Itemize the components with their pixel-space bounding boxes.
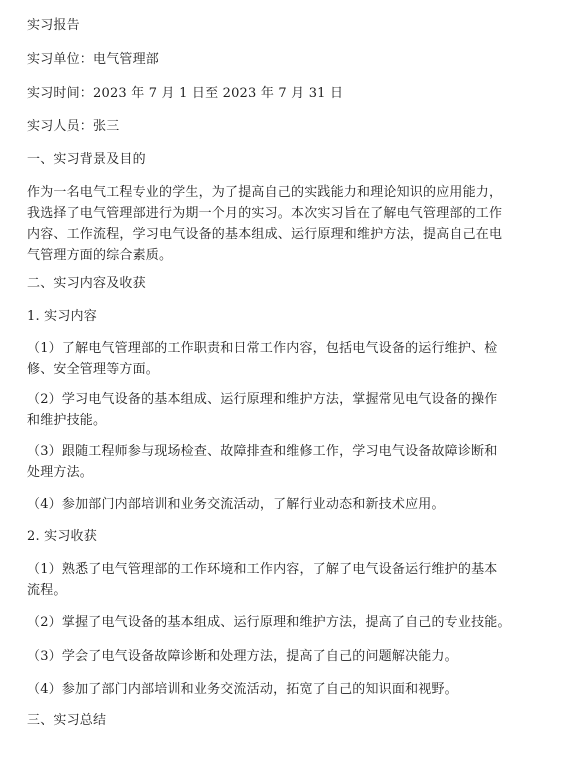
item-line: 和维护技能。 xyxy=(27,413,107,428)
content-item-1 xyxy=(27,338,537,380)
subheading-gains: 2. 实习收获 xyxy=(27,529,97,544)
gain-item-1 xyxy=(27,559,537,601)
gain-item-4 xyxy=(27,679,537,700)
internship-person: 实习人员：张三 xyxy=(27,119,120,134)
item-line: （1）了解电气管理部的工作职责和日常工作内容，包括电气设备的运行维护、检 xyxy=(27,341,498,356)
content-item-3 xyxy=(27,441,537,483)
internship-time: 实习时间：2023 年 7 月 1 日至 2023 年 7 月 31 日 xyxy=(27,86,344,101)
content-item-2 xyxy=(27,389,537,431)
item-line: （1）熟悉了电气管理部的工作环境和工作内容，了解了电气设备运行维护的基本 xyxy=(27,562,498,577)
item-line: （2）掌握了电气设备的基本组成、运行原理和维护方法，提高了自己的专业技能。 xyxy=(27,615,511,630)
background-paragraph xyxy=(27,182,537,266)
paragraph-line: 内容、工作流程，学习电气设备的基本组成、运行原理和维护方法，提高自己在电 xyxy=(27,227,503,242)
item-line: （3）跟随工程师参与现场检查、故障排查和维修工作，学习电气设备故障诊断和 xyxy=(27,444,498,459)
item-line: （3）学会了电气设备故障诊断和处理方法，提高了自己的问题解决能力。 xyxy=(27,649,458,664)
section-heading-background: 一、实习背景及目的 xyxy=(27,152,146,167)
item-line: 修、安全管理等方面。 xyxy=(27,362,160,377)
content-item-4 xyxy=(27,494,537,515)
paragraph-line: 作为一名电气工程专业的学生，为了提高自己的实践能力和理论知识的应用能力， xyxy=(27,185,503,200)
internship-unit: 实习单位：电气管理部 xyxy=(27,52,160,67)
item-line: （2）学习电气设备的基本组成、运行原理和维护方法，掌握常见电气设备的操作 xyxy=(27,392,498,407)
section-heading-summary: 三、实习总结 xyxy=(27,713,107,728)
document-title: 实习报告 xyxy=(27,18,80,33)
item-line: （4）参加了部门内部培训和业务交流活动，拓宽了自己的知识面和视野。 xyxy=(27,682,458,697)
item-line: 流程。 xyxy=(27,583,67,598)
paragraph-line: 我选择了电气管理部进行为期一个月的实习。本次实习旨在了解电气管理部的工作 xyxy=(27,206,503,221)
section-heading-content: 二、实习内容及收获 xyxy=(27,276,146,291)
paragraph-line: 气管理方面的综合素质。 xyxy=(27,248,173,263)
subheading-content: 1. 实习内容 xyxy=(27,309,97,324)
gain-item-3 xyxy=(27,646,537,667)
item-line: 处理方法。 xyxy=(27,465,94,480)
gain-item-2 xyxy=(27,612,537,633)
item-line: （4）参加部门内部培训和业务交流活动，了解行业动态和新技术应用。 xyxy=(27,497,445,512)
